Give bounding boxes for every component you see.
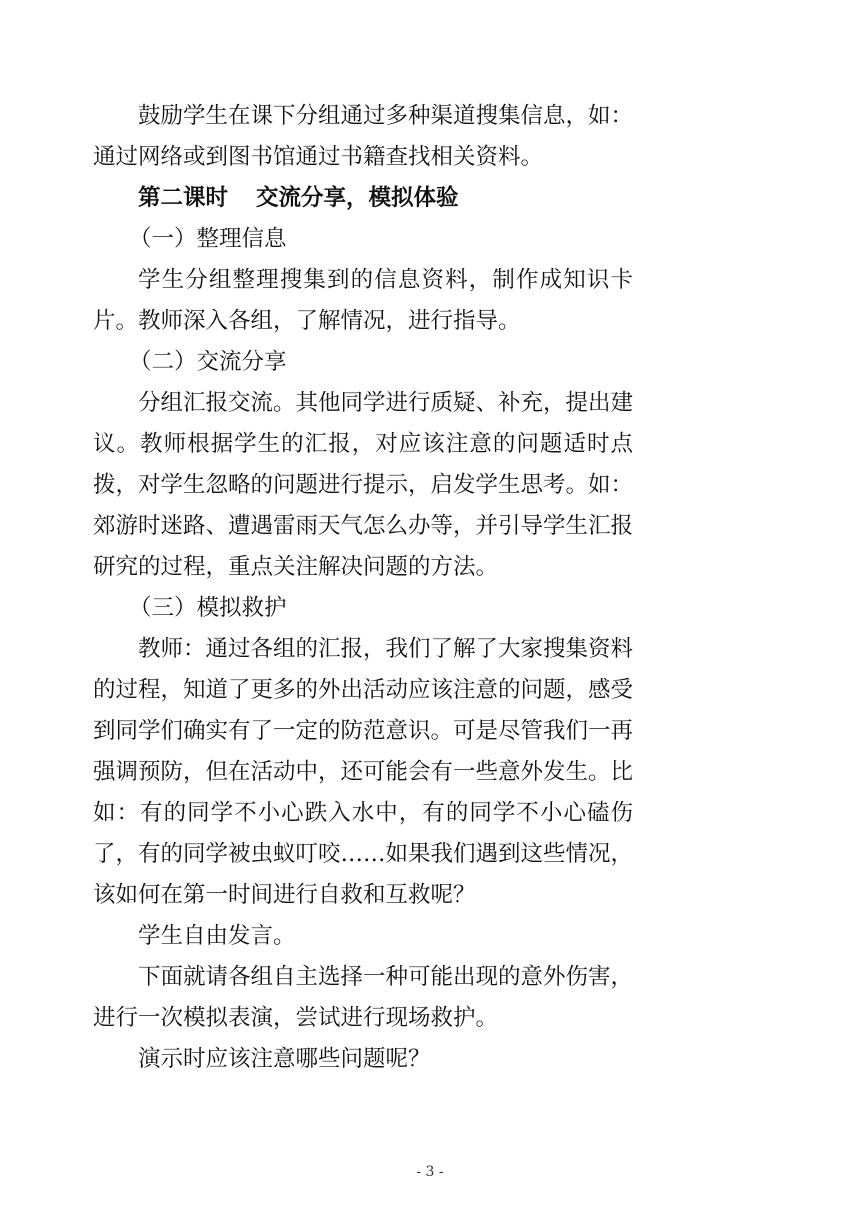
sub-heading: （二）交流分享 [129,349,287,375]
body-paragraph: 教师：通过各组的汇报，我们了解了大家搜集资料的过程，知道了更多的外出活动应该注意的问题，感受到同学们确实有了一定的防范意识。可是尽管我们一再强调预防，但在活动中，还可能会有一些意外发生。比如：有的同学不小心跌入水中，有的同学不小心磕伤了，有的同学被虫蚁叮咬……如果我们遇到这些情况，该如何在第一时间进行自救和互救呢？ [93,636,634,908]
body-paragraph: 下面就请各组自主选择一种可能出现的意外伤害，进行一次模拟表演，尝试进行现场救护。 [93,964,634,1031]
body-paragraph: 学生分组整理搜集到的信息资料，制作成知识卡片。教师深入各组，了解情况，进行指导。 [93,267,633,334]
document-body [93,96,633,1080]
sub-heading: （三）模拟救护 [129,595,287,621]
body-paragraph: 学生自由发言。 [138,923,296,949]
body-paragraph: 分组汇报交流。其他同学进行质疑、补充，提出建议。教师根据学生的汇报，对应该注意的问题适时点拨，对学生忽略的问题进行提示，启发学生思考。如：郊游时迷路、遭遇雷雨天气怎么办等，并引导学生汇报研究的过程，重点关注解决问题的方法。 [93,390,634,580]
page-number: - 3 - [416,1164,444,1180]
body-paragraph: 演示时应该注意哪些问题呢？ [138,1046,431,1072]
section-heading-topic: 交流分享，模拟体验 [256,185,459,211]
body-paragraph: 鼓励学生在课下分组通过多种渠道搜集信息，如：通过网络或到图书馆通过书籍查找相关资料。 [93,103,634,170]
sub-heading: （一）整理信息 [129,226,287,252]
section-heading-lesson: 第二课时 [138,185,229,211]
section-heading [93,178,633,219]
